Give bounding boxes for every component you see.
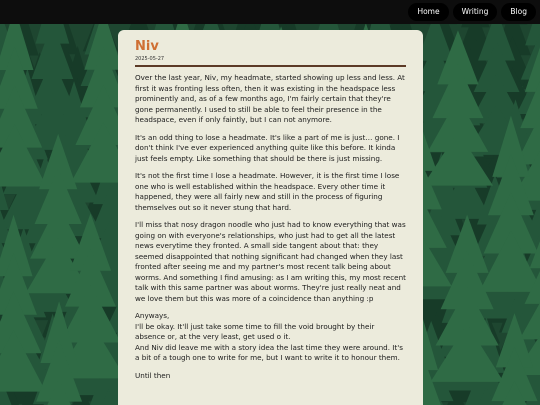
nav-blog-button[interactable]: Blog [501,3,536,21]
post-paragraph-1: Over the last year, Niv, my headmate, started showing up less and less. At first it was fronting less often, then it was existing in the headspace less prominently and, as of a few months ago, I'm fairly certain that they're gone permanently. I used to still be able to feel their presence in the headspace, even if only faintly, but I can not anymore. [135,73,405,124]
post-paragraph-2: It's an odd thing to lose a headmate. It's like a part of me is just… gone. I don't think I've ever experienced anything quite like this before. It kinda just feels empty. Like something that should be there is just missing. [135,132,400,163]
post-title: Niv [135,39,159,54]
top-navigation-bar [0,0,540,24]
post-date: 2025-05-27 [135,56,165,62]
nav-writing-button[interactable]: Writing [453,3,498,21]
nav-menu [408,3,536,21]
nav-home-button[interactable]: Home [408,3,448,21]
title-divider [135,65,406,67]
post-paragraph-5: Anyways, I'll be okay. It'll just take some time to fill the void brought by their absence or, at the very least, get used o it. And Niv did leave me with a story idea the last time they were around. It's a bit of a tough one to write for me, but I want to write it to honour them. [135,311,403,362]
post-paragraph-4: I'll miss that nosy dragon noodle who just had to know everything that was going on with everyone's relationships, who just had to get all the latest news everytime they fronted. A small side tangent about that: they seemed disappointed that nothing significant had changed when they last fronted after seeing me and my partner's most recent talk being about worms. And something I find amusing: as I am writing this, my most recent talk with this same partner was about worms. They're just really neat and we love them but this was more of a coincidence than anything :p [135,220,406,303]
post-paragraph-3: It's not the first time I lose a headmate. However, it is the first time I lose one who is well established within the headspace. Every other time it happened, they were all fairly new and still in the process of figuring themselves out so it never stung that hard. [135,171,400,212]
post-paragraph-6: Until then [135,370,171,380]
post-card [118,30,423,405]
